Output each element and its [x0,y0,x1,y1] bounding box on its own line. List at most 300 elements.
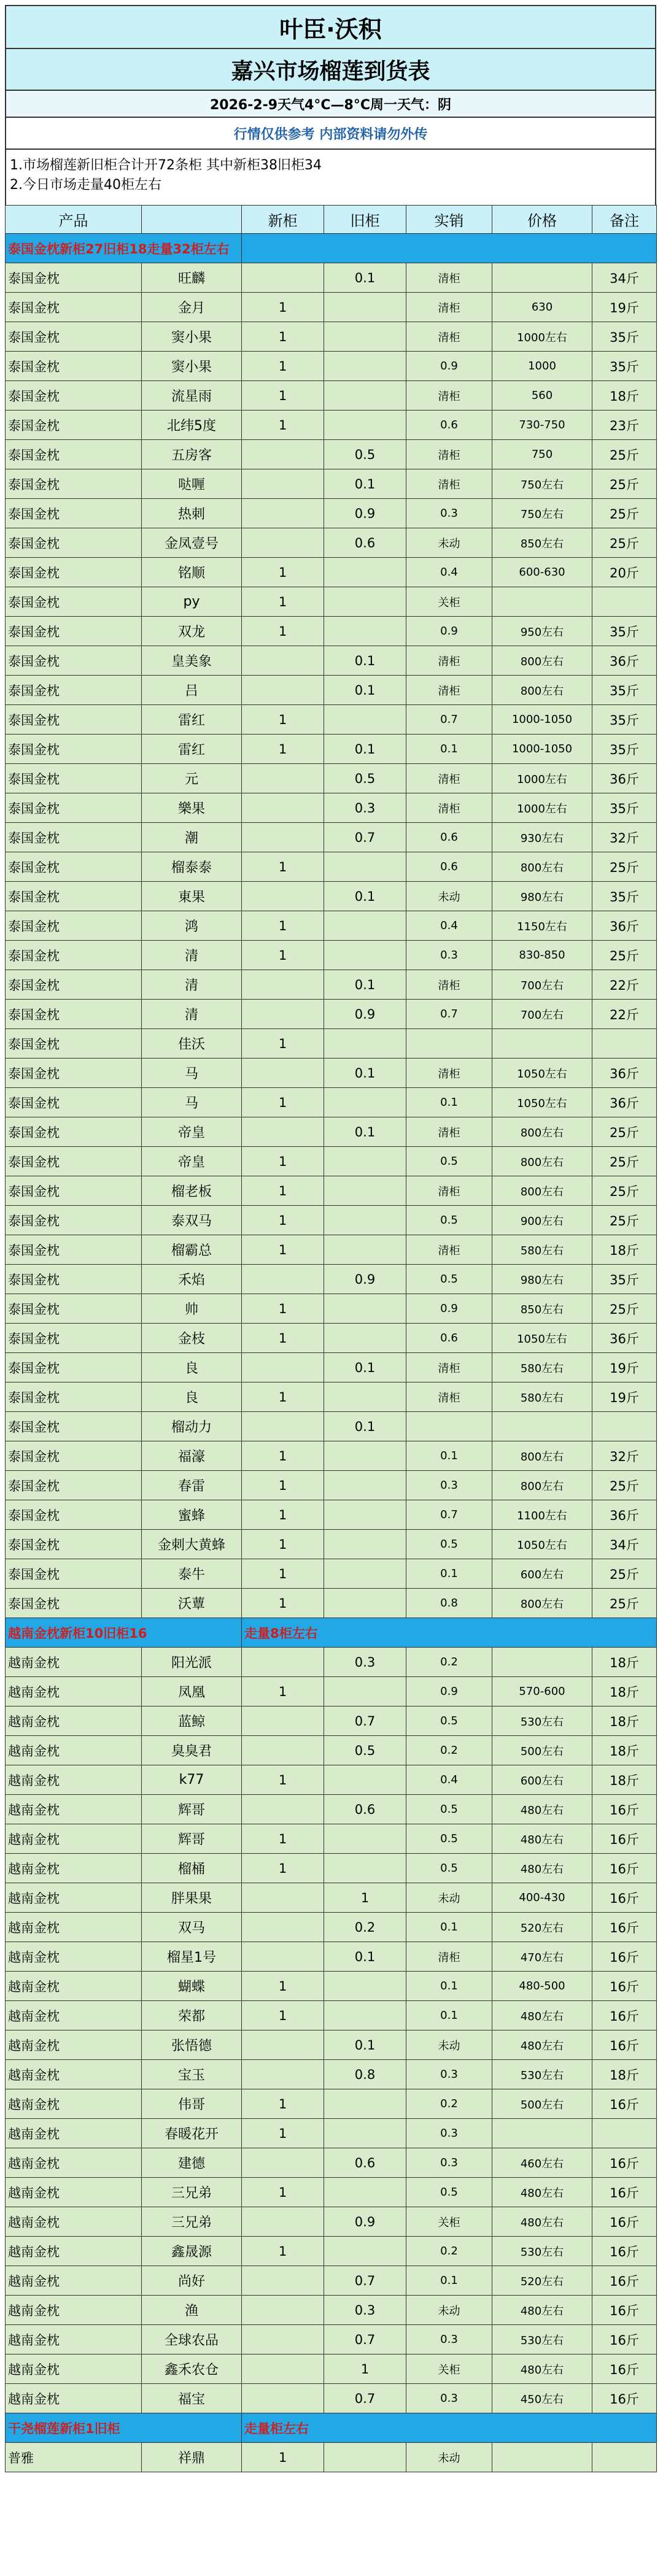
table-row [6,1589,657,1618]
cell-name: 三兄弟 [142,2207,242,2237]
table-row [6,882,657,911]
cell-name: 榴老板 [142,1176,242,1206]
table-row [6,1147,657,1176]
cell-old [324,1559,406,1589]
col-note: 备注 [592,206,657,234]
cell-note: 35斤 [592,882,657,911]
cell-price: 800左右 [492,1441,592,1471]
cell-price: 1100左右 [492,1500,592,1530]
cell-name: 胖果果 [142,1883,242,1913]
cell-old: 0.7 [324,2325,406,2354]
cell-product: 越南金枕 [6,1942,142,1972]
cell-new: 1 [242,2178,324,2207]
table-row [6,440,657,469]
cell-name: 窦小果 [142,352,242,381]
cell-price: 1050左右 [492,1088,592,1117]
cell-sale: 0.1 [406,1088,492,1117]
cell-product: 泰国金枕 [6,1412,142,1441]
cell-new [242,2325,324,2354]
table-row [6,1088,657,1117]
cell-name: 清 [142,1000,242,1029]
cell-name: 铭顺 [142,558,242,587]
cell-sale: 关柜 [406,587,492,617]
cell-price: 480左右 [492,2296,592,2325]
cell-old [324,1854,406,1883]
cell-note: 25斤 [592,1176,657,1206]
table-row [6,1854,657,1883]
cell-note: 25斤 [592,469,657,499]
cell-new: 1 [242,1589,324,1618]
cell-note: 32斤 [592,1441,657,1471]
cell-note: 16斤 [592,2296,657,2325]
cell-sale: 0.2 [406,2237,492,2266]
cell-name: 皇美象 [142,646,242,676]
cell-name: 清 [142,941,242,970]
cell-note: 16斤 [592,2325,657,2354]
cell-sale: 清柜 [406,1942,492,1972]
cell-note: 23斤 [592,411,657,440]
cell-new: 1 [242,1147,324,1176]
cell-product: 泰国金枕 [6,735,142,764]
cell-name: 双马 [142,1913,242,1942]
table-row [6,322,657,352]
cell-product: 越南金枕 [6,1854,142,1883]
cell-old: 0.3 [324,793,406,823]
table-row [6,263,657,293]
cell-price: 850左右 [492,528,592,558]
table-row [6,2325,657,2354]
cell-old [324,2178,406,2207]
cell-sale: 0.5 [406,1147,492,1176]
cell-product: 泰国金枕 [6,381,142,411]
cell-new: 1 [242,1765,324,1795]
cell-sale: 0.5 [406,2178,492,2207]
cell-name: 沃蕈 [142,1589,242,1618]
cell-sale: 0.1 [406,1441,492,1471]
cell-sale: 0.6 [406,852,492,882]
cell-product: 泰国金枕 [6,1500,142,1530]
cell-new [242,764,324,793]
cell-product: 泰国金枕 [6,676,142,705]
cell-new [242,676,324,705]
cell-name: 泰双马 [142,1206,242,1235]
cell-new: 1 [242,2237,324,2266]
cell-name: 蜜蜂 [142,1500,242,1530]
cell-sale: 0.7 [406,1500,492,1530]
cell-old [324,1235,406,1265]
table-row [6,1206,657,1235]
table-row [6,2001,657,2030]
table-row [6,2060,657,2089]
table-row [6,381,657,411]
cell-new [242,1736,324,1765]
cell-price: 700左右 [492,970,592,1000]
cell-old: 0.9 [324,499,406,528]
cell-product: 泰国金枕 [6,823,142,852]
cell-old: 0.3 [324,2296,406,2325]
cell-new: 1 [242,1088,324,1117]
table-row [6,1942,657,1972]
cell-price: 700左右 [492,1000,592,1029]
cell-new [242,528,324,558]
cell-product: 泰国金枕 [6,469,142,499]
cell-price: 530左右 [492,2237,592,2266]
cell-name: 阳光派 [142,1648,242,1677]
table-row [6,558,657,587]
cell-old: 0.1 [324,469,406,499]
cell-name: 伟哥 [142,2089,242,2119]
cell-product: 越南金枕 [6,2384,142,2413]
table-row [6,1913,657,1942]
table-row [6,587,657,617]
cell-new: 1 [242,2089,324,2119]
table-row [6,1059,657,1088]
table-row [6,2119,657,2148]
cell-price: 800左右 [492,1147,592,1176]
cell-price: 520左右 [492,2266,592,2296]
table-row [6,676,657,705]
cell-new [242,1648,324,1677]
cell-product: 泰国金枕 [6,1324,142,1353]
cell-name: 热刺 [142,499,242,528]
cell-price: 750 [492,440,592,469]
cell-name: 鑫晟源 [142,2237,242,2266]
cell-product: 泰国金枕 [6,411,142,440]
cell-name: 金枝 [142,1324,242,1353]
cell-product: 越南金枕 [6,2030,142,2060]
cell-new [242,646,324,676]
cell-price: 1000 [492,352,592,381]
cell-product: 泰国金枕 [6,705,142,735]
cell-old [324,587,406,617]
cell-product: 普雅 [6,2443,142,2472]
cell-price [492,2119,592,2148]
cell-sale: 清柜 [406,1235,492,1265]
cell-name: 春雷 [142,1471,242,1500]
cell-product: 泰国金枕 [6,793,142,823]
table-row [6,2148,657,2178]
cell-name: 窦小果 [142,322,242,352]
cell-price: 400-430 [492,1883,592,1913]
cell-old [324,1029,406,1059]
cell-old: 0.1 [324,1059,406,1088]
cell-new [242,1059,324,1088]
cell-sale: 0.7 [406,1000,492,1029]
cell-sale: 0.1 [406,2001,492,2030]
cell-product: 越南金枕 [6,1677,142,1706]
cell-price [492,263,592,293]
cell-old [324,1677,406,1706]
cell-name: 榴星1号 [142,1942,242,1972]
cell-name: 臭臭君 [142,1736,242,1765]
cell-sale: 0.6 [406,823,492,852]
cell-name: 旺麟 [142,263,242,293]
cell-sale: 0.9 [406,617,492,646]
cell-sale: 0.1 [406,735,492,764]
cell-new: 1 [242,322,324,352]
table-row [6,293,657,322]
table-row [6,1648,657,1677]
table-row [6,705,657,735]
cell-new [242,1265,324,1294]
cell-new: 1 [242,1677,324,1706]
cell-name: 佳沃 [142,1029,242,1059]
cell-price: 500左右 [492,2089,592,2119]
cell-old: 0.7 [324,823,406,852]
cell-note: 35斤 [592,705,657,735]
cell-product: 泰国金枕 [6,528,142,558]
cell-note: 16斤 [592,1854,657,1883]
cell-new: 1 [242,381,324,411]
cell-old: 0.5 [324,764,406,793]
cell-product: 泰国金枕 [6,499,142,528]
cell-new [242,793,324,823]
section-title: 干尧榴莲新柜1旧柜 [6,2413,242,2443]
cell-name: 潮 [142,823,242,852]
cell-product: 泰国金枕 [6,322,142,352]
cell-old [324,1500,406,1530]
cell-price: 480左右 [492,2354,592,2384]
cell-sale: 清柜 [406,381,492,411]
cell-old [324,1824,406,1854]
cell-note: 36斤 [592,1500,657,1530]
cell-price: 530左右 [492,2325,592,2354]
cell-note: 25斤 [592,499,657,528]
cell-note [592,2443,657,2472]
cell-product: 越南金枕 [6,1706,142,1736]
cell-new [242,440,324,469]
cell-sale: 清柜 [406,970,492,1000]
cell-name: 榴桶 [142,1854,242,1883]
cell-price: 530左右 [492,1706,592,1736]
disclaimer: 行情仅供参考 内部资料请勿外传 [5,118,656,150]
cell-old: 0.1 [324,1942,406,1972]
cell-price: 480左右 [492,1854,592,1883]
cell-price: 500左右 [492,1736,592,1765]
cell-price: 750左右 [492,469,592,499]
col-sale: 实销 [406,206,492,234]
cell-price: 520左右 [492,1913,592,1942]
cell-note: 19斤 [592,293,657,322]
cell-price: 750左右 [492,499,592,528]
table-row [6,352,657,381]
col-product: 产品 [6,206,142,234]
cell-new [242,1795,324,1824]
cell-price: 480左右 [492,2001,592,2030]
cell-name: py [142,587,242,617]
cell-note: 36斤 [592,1059,657,1088]
cell-price: 730-750 [492,411,592,440]
cell-name: 帝皇 [142,1117,242,1147]
cell-note: 16斤 [592,2089,657,2119]
cell-product: 泰国金枕 [6,970,142,1000]
cell-product: 泰国金枕 [6,440,142,469]
cell-old [324,411,406,440]
cell-name: 张悟德 [142,2030,242,2060]
cell-sale: 0.2 [406,1648,492,1677]
cell-sale: 未动 [406,2030,492,2060]
cell-product: 越南金枕 [6,1795,142,1824]
cell-sale: 0.4 [406,911,492,941]
cell-price: 800左右 [492,852,592,882]
cell-old: 0.7 [324,2266,406,2296]
cell-old [324,852,406,882]
cell-product: 泰国金枕 [6,1530,142,1559]
cell-price: 800左右 [492,676,592,705]
cell-note: 25斤 [592,852,657,882]
cell-old [324,911,406,941]
cell-old: 0.7 [324,1706,406,1736]
cell-note: 25斤 [592,1206,657,1235]
cell-new: 1 [242,1441,324,1471]
cell-sale: 清柜 [406,1382,492,1412]
cell-old [324,1765,406,1795]
cell-sale: 清柜 [406,1353,492,1382]
cell-note: 36斤 [592,1324,657,1353]
cell-old [324,617,406,646]
cell-product: 越南金枕 [6,1736,142,1765]
cell-product: 泰国金枕 [6,646,142,676]
col-new: 新柜 [242,206,324,234]
cell-price: 930左右 [492,823,592,852]
table-row [6,1176,657,1206]
cell-sale: 0.4 [406,558,492,587]
cell-name: 马 [142,1088,242,1117]
table-row [6,1441,657,1471]
cell-name: 帅 [142,1294,242,1324]
cell-sale: 0.7 [406,705,492,735]
page-title: 嘉兴市场榴莲到货表 [5,49,656,91]
cell-sale: 0.3 [406,2060,492,2089]
cell-sale: 0.8 [406,1589,492,1618]
cell-old: 0.6 [324,2148,406,2178]
cell-price: 600左右 [492,1559,592,1589]
table-row [6,2089,657,2119]
cell-new: 1 [242,1530,324,1559]
cell-old [324,2119,406,2148]
cell-sale: 0.5 [406,1530,492,1559]
cell-name: 宝玉 [142,2060,242,2089]
cell-sale: 清柜 [406,646,492,676]
cell-new: 1 [242,941,324,970]
cell-sale: 0.3 [406,2148,492,2178]
cell-note: 25斤 [592,1294,657,1324]
cell-old: 0.1 [324,646,406,676]
cell-new: 1 [242,735,324,764]
cell-name: 東果 [142,882,242,911]
cell-name: 金刺大黄蜂 [142,1530,242,1559]
cell-note: 16斤 [592,1795,657,1824]
cell-note: 19斤 [592,1382,657,1412]
cell-price [492,1412,592,1441]
table-row [6,1324,657,1353]
cell-product: 泰国金枕 [6,1471,142,1500]
cell-product: 泰国金枕 [6,1176,142,1206]
cell-new: 1 [242,617,324,646]
table-row [6,1883,657,1913]
cell-new: 1 [242,1500,324,1530]
cell-name: 祥鼎 [142,2443,242,2472]
cell-sale: 0.5 [406,1854,492,1883]
cell-sale: 清柜 [406,1117,492,1147]
cell-product: 越南金枕 [6,2296,142,2325]
cell-note: 34斤 [592,263,657,293]
cell-note: 22斤 [592,1000,657,1029]
table-row [6,2354,657,2384]
cell-note: 18斤 [592,1736,657,1765]
cell-sale: 0.9 [406,1294,492,1324]
cell-note: 16斤 [592,2178,657,2207]
cell-sale: 0.3 [406,2119,492,2148]
cell-price: 480-500 [492,1972,592,2001]
cell-note: 25斤 [592,941,657,970]
cell-price: 580左右 [492,1353,592,1382]
cell-product: 越南金枕 [6,2148,142,2178]
cell-new: 1 [242,2001,324,2030]
cell-product: 越南金枕 [6,2089,142,2119]
cell-product: 越南金枕 [6,2266,142,2296]
cell-sale: 0.5 [406,1795,492,1824]
cell-old: 0.1 [324,970,406,1000]
section-header [6,234,657,263]
cell-old [324,1589,406,1618]
cell-new: 1 [242,1324,324,1353]
cell-note [592,587,657,617]
cell-sale: 0.2 [406,2089,492,2119]
cell-old [324,1530,406,1559]
cell-name: 福宝 [142,2384,242,2413]
cell-old [324,941,406,970]
cell-price: 530左右 [492,2060,592,2089]
cell-note: 16斤 [592,1883,657,1913]
cell-sale: 0.1 [406,1972,492,2001]
cell-new: 1 [242,1176,324,1206]
cell-note: 16斤 [592,2237,657,2266]
table-row [6,1500,657,1530]
cell-old [324,322,406,352]
cell-old: 0.6 [324,1795,406,1824]
cell-product: 泰国金枕 [6,941,142,970]
cell-name: 哒喱 [142,469,242,499]
cell-old [324,1147,406,1176]
cell-note: 35斤 [592,617,657,646]
cell-sale: 清柜 [406,793,492,823]
cell-new [242,970,324,1000]
cell-product: 泰国金枕 [6,1382,142,1412]
section-volume: 走量柜左右 [242,2413,657,2443]
section-title: 泰国金枕新柜27旧柜18走量32柜左右 [6,234,242,263]
cell-old [324,1206,406,1235]
cell-note: 18斤 [592,381,657,411]
cell-old: 1 [324,2354,406,2384]
cell-name: 辉哥 [142,1824,242,1854]
cell-sale: 0.6 [406,1324,492,1353]
cell-name: 福濠 [142,1441,242,1471]
table-row [6,1382,657,1412]
table-row [6,2207,657,2237]
table-row [6,823,657,852]
cell-sale [406,1029,492,1059]
cell-note: 16斤 [592,2030,657,2060]
cell-price: 830-850 [492,941,592,970]
cell-name: 辉哥 [142,1795,242,1824]
table-row [6,764,657,793]
cell-note: 18斤 [592,1235,657,1265]
cell-product: 泰国金枕 [6,1206,142,1235]
cell-new [242,499,324,528]
cell-sale: 清柜 [406,293,492,322]
cell-product: 越南金枕 [6,1765,142,1795]
